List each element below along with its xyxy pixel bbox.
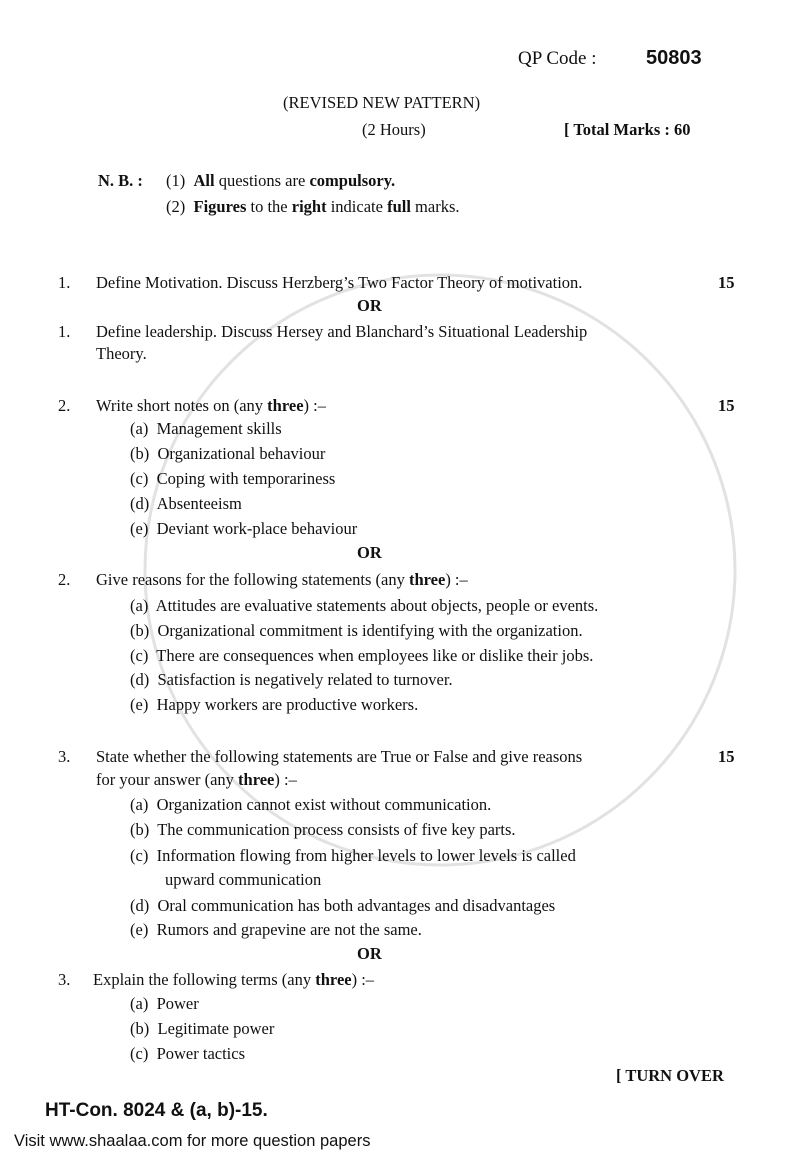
or-separator: OR [357, 543, 382, 562]
question-number: 1. [58, 322, 71, 341]
question-marks: 15 [718, 273, 735, 292]
sub-item: (b) Organizational behaviour [130, 444, 326, 463]
sub-item: (b) Legitimate power [130, 1019, 275, 1038]
question-number: 2. [58, 396, 71, 415]
sub-item: (c) Information flowing from higher levels to lower levels is called [130, 846, 576, 865]
sub-item: (c) There are consequences when employees like or dislike their jobs. [130, 646, 594, 665]
sub-item: (d) Oral communication has both advantages and disadvantages [130, 896, 556, 915]
turn-over: [ TURN OVER [616, 1066, 724, 1085]
sub-item: (b) The communication process consists of five key parts. [130, 820, 516, 839]
sub-item: (a) Power [130, 994, 199, 1013]
question-text: Explain the following terms (any three) :– [93, 970, 375, 989]
sub-item: (a) Attitudes are evaluative statements about objects, people or events. [130, 596, 599, 615]
sub-item: (d) Absenteeism [130, 494, 242, 513]
note-1: (1) All questions are compulsory. [166, 171, 396, 190]
sub-item: (a) Organization cannot exist without communication. [130, 795, 492, 814]
or-separator: OR [357, 944, 382, 963]
question-text: Define Motivation. Discuss Herzberg’s Two Factor Theory of motivation. [96, 273, 583, 292]
question-marks: 15 [718, 747, 735, 766]
sub-item: (c) Power tactics [130, 1044, 246, 1063]
question-text: Write short notes on (any three) :– [96, 396, 326, 415]
or-separator: OR [357, 296, 382, 315]
nb-label: N. B. : [98, 171, 143, 190]
question-text-cont: for your answer (any three) :– [96, 770, 297, 789]
note-2: (2) Figures to the right indicate full marks. [166, 197, 460, 216]
question-text: Define leadership. Discuss Hersey and Blanchard’s Situational Leadership [96, 322, 588, 341]
sub-item: (c) Coping with temporariness [130, 469, 336, 488]
sub-item: (e) Happy workers are productive workers. [130, 695, 419, 714]
sub-item: (e) Deviant work-place behaviour [130, 519, 358, 538]
question-number: 1. [58, 273, 71, 292]
question-number: 2. [58, 570, 71, 589]
question-text: Give reasons for the following statements (any three) :– [96, 570, 468, 589]
paper-code: HT-Con. 8024 & (a, b)-15. [45, 1100, 268, 1121]
sub-item: (a) Management skills [130, 419, 282, 438]
qp-code-label: QP Code : [518, 48, 597, 69]
question-number: 3. [58, 747, 71, 766]
question-text: State whether the following statements are True or False and give reasons [96, 747, 583, 766]
question-text-cont: Theory. [96, 344, 147, 363]
question-marks: 15 [718, 396, 735, 415]
visit-link[interactable]: Visit www.shaalaa.com for more question papers [14, 1132, 371, 1150]
duration: (2 Hours) [362, 120, 426, 139]
total-marks: [ Total Marks : 60 [564, 120, 691, 139]
sub-item: (d) Satisfaction is negatively related to turnover. [130, 670, 453, 689]
pattern-heading: (REVISED NEW PATTERN) [283, 93, 481, 112]
sub-item-cont: upward communication [165, 870, 322, 889]
sub-item: (e) Rumors and grapevine are not the same. [130, 920, 422, 939]
qp-code: 50803 [646, 47, 702, 69]
question-number: 3. [58, 970, 71, 989]
sub-item: (b) Organizational commitment is identifying with the organization. [130, 621, 583, 640]
